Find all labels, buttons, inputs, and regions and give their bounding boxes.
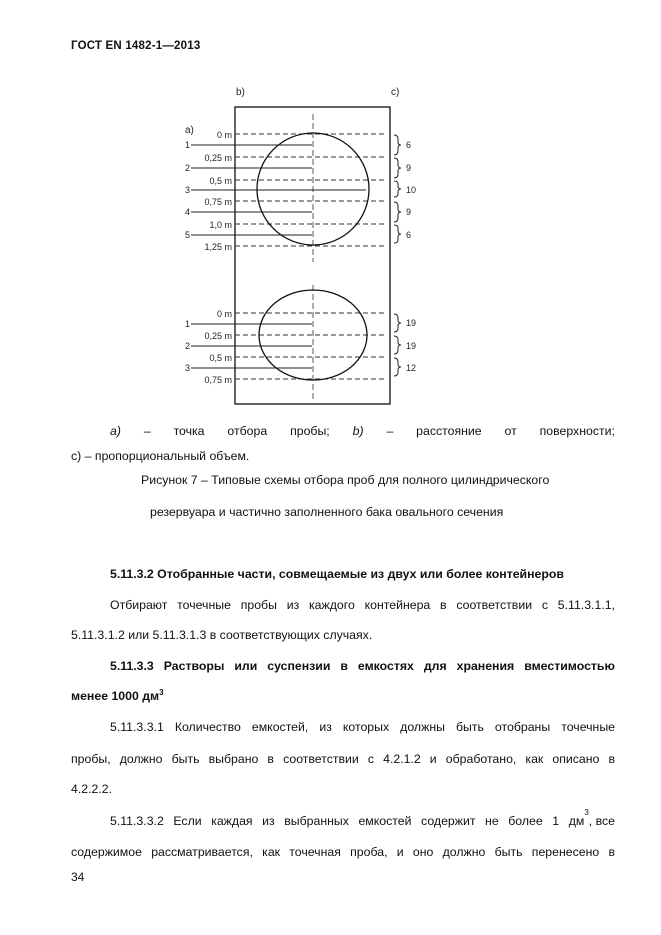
- bottom-braces: [394, 314, 401, 376]
- page-number: 34: [71, 870, 85, 884]
- section-5-11-3-3-1-line-1: 5.11.3.3.1 Количество емкостей, из которых должны быть отобраны точечные: [110, 720, 615, 734]
- heading-2-text: менее 1000 дм: [71, 689, 160, 703]
- top-point-4: 4: [184, 207, 190, 217]
- top-prop-4: 9: [406, 207, 412, 217]
- legend-dash-1: –: [143, 424, 151, 438]
- label-c: c): [391, 87, 400, 98]
- tank-outline: [235, 107, 390, 404]
- section-5-11-3-3-2-line-2: содержимое рассматривается, как точечная проба, и оно должно быть перенесено в: [71, 845, 615, 859]
- top-point-3: 3: [184, 185, 190, 195]
- bottom-point-1: 1: [184, 319, 190, 329]
- legend-word-1: точка: [173, 424, 205, 438]
- section-5-11-3-3-2-line-1: [110, 808, 615, 829]
- sampling-figure: [0, 0, 661, 420]
- legend-word-2: отбора: [227, 424, 268, 438]
- bottom-depth-1: 0,25 m: [204, 331, 232, 341]
- legend-dash-2: –: [386, 424, 394, 438]
- legend-b-label: b): [352, 424, 364, 438]
- s511332-text-b: , все: [588, 814, 615, 828]
- s511332-text-a: 5.11.3.3.2 Если каждая из выбранных емкостей содержит не более 1 дм: [110, 814, 585, 828]
- legend-word-4: расстояние: [416, 424, 482, 438]
- legend-line-1: [110, 423, 615, 439]
- bottom-point-3: 3: [184, 363, 190, 373]
- bottom-prop-3: 12: [406, 363, 417, 373]
- document-header: ГОСТ EN 1482-1—2013: [71, 40, 201, 52]
- bottom-depth-2: 0,5 m: [209, 353, 232, 363]
- bottom-point-2: 2: [184, 341, 190, 351]
- top-prop-5: 6: [406, 230, 412, 240]
- legend-word-6: поверхности;: [539, 424, 615, 438]
- top-prop-3: 10: [406, 185, 417, 195]
- legend-word-3: пробы;: [290, 424, 330, 438]
- label-b: b): [236, 87, 245, 98]
- top-prop-1: 6: [406, 140, 412, 150]
- bottom-depth-0: 0 m: [216, 309, 232, 319]
- section-5-11-3-2-heading: 5.11.3.2 Отобранные части, совмещаемые из двух или более контейнеров: [110, 567, 564, 581]
- top-depth-1: 0,25 m: [204, 153, 232, 163]
- label-a: a): [185, 125, 194, 136]
- heading-2-sup: 3: [159, 687, 164, 697]
- top-prop-2: 9: [406, 163, 412, 173]
- top-point-5: 5: [184, 230, 190, 240]
- section-5-11-3-2-text-1: Отбирают точечные пробы из каждого контейнера в соответствии с 5.11.3.1.1,: [110, 598, 615, 612]
- section-5-11-3-2-text-2: 5.11.3.1.2 или 5.11.3.1.3 в соответствующих случаях.: [71, 628, 373, 642]
- section-5-11-3-3-heading-1: 5.11.3.3 Растворы или суспензии в емкостях для хранения вместимостью: [110, 659, 615, 673]
- legend-word-5: от: [504, 424, 517, 438]
- legend-line-2: c) – пропорциональный объем.: [71, 449, 250, 463]
- figure-caption-line-2: резервуара и частично заполненного бака овального сечения: [150, 505, 504, 519]
- top-depth-3: 0,75 m: [204, 197, 232, 207]
- top-depth-0: 0 m: [216, 130, 232, 140]
- figure-caption-line-1: Рисунок 7 – Типовые схемы отбора проб для полного цилиндрического: [141, 473, 550, 487]
- top-depth-5: 1,25 m: [204, 242, 232, 252]
- section-5-11-3-3-1-line-2: пробы, должно быть выбрано в соответствии с 4.2.1.2 и обработано, как описано в: [71, 752, 615, 766]
- bottom-prop-2: 19: [406, 341, 417, 351]
- top-depth-4: 1,0 m: [209, 220, 232, 230]
- section-5-11-3-3-heading-2: [71, 688, 164, 704]
- legend-a-label: a): [110, 424, 121, 438]
- bottom-prop-1: 19: [406, 318, 417, 328]
- top-point-2: 2: [184, 163, 190, 173]
- s511332-sup: 3: [584, 808, 589, 817]
- bottom-depth-3: 0,75 m: [204, 375, 232, 385]
- top-point-1: 1: [184, 140, 190, 150]
- top-depth-2: 0,5 m: [209, 176, 232, 186]
- section-5-11-3-3-1-line-3: 4.2.2.2.: [71, 782, 113, 796]
- top-braces: [394, 135, 401, 243]
